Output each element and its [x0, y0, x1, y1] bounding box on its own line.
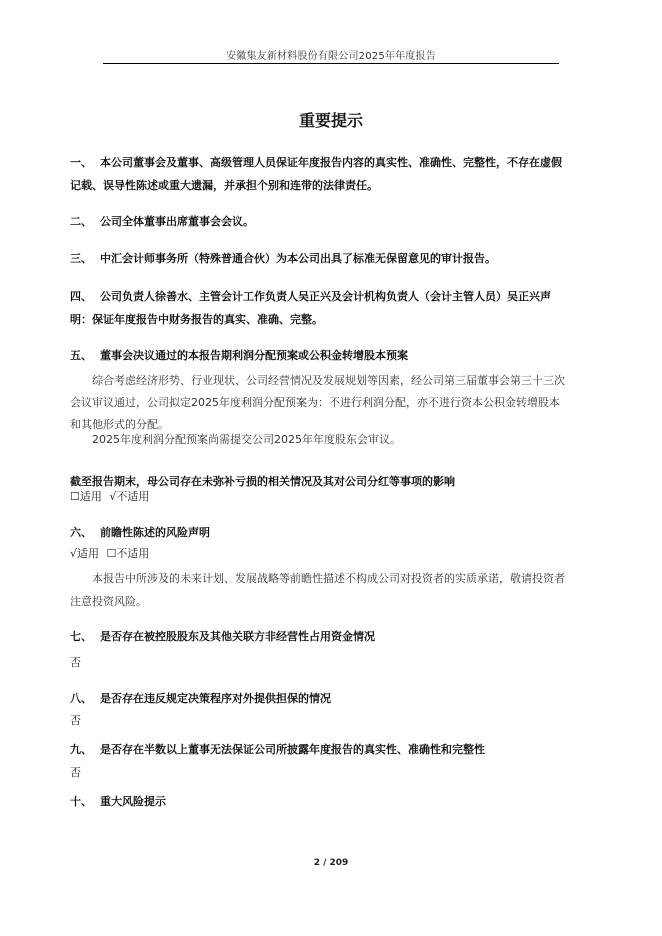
item-9-answer: 否 — [70, 766, 81, 779]
item-3-number: 三、 — [70, 252, 92, 265]
item-10 — [70, 790, 565, 813]
item-3-text: 中汇会计师事务所（特殊普通合伙）为本公司出具了标准无保留意见的审计报告。 — [100, 252, 496, 265]
item-6-option-applicable: √适用 — [70, 547, 100, 560]
item-9-number: 九、 — [70, 743, 92, 756]
item-8 — [70, 687, 565, 710]
item-8-number: 八、 — [70, 692, 92, 705]
item-5-number: 五、 — [70, 349, 92, 362]
item-5-text: 董事会决议通过的本报告期利润分配预案或公积金转增股本预案 — [100, 349, 408, 362]
running-header: 安徽集友新材料股份有限公司2025年年度报告 — [226, 51, 436, 62]
deficit-option-applicable: ☐适用 — [70, 490, 102, 503]
item-1-text: 本公司董事会及董事、高级管理人员保证年度报告内容的真实性、准确性、完整性，不存在虚假记载、误导性陈述或重大遗漏，并承担个别和连带的法律责任。 — [70, 156, 562, 192]
item-10-text: 重大风险提示 — [100, 795, 166, 808]
deficit-heading: 截至报告期末，母公司存在未弥补亏损的相关情况及其对公司分红等事项的影响 — [70, 475, 455, 488]
item-6-paragraph: 本报告中所涉及的未来计划、发展战略等前瞻性描述不构成公司对投资者的实质承诺，敬请投资者注意投资风险。 — [70, 572, 565, 608]
deficit-options — [70, 488, 565, 506]
item-9-text: 是否存在半数以上董事无法保证公司所披露年度报告的真实性、准确性和完整性 — [100, 743, 485, 756]
page-title: 重要提示 — [298, 111, 363, 130]
item-3 — [70, 247, 565, 270]
item-2-number: 二、 — [70, 215, 92, 228]
item-2-text: 公司全体董事出席董事会会议。 — [100, 215, 254, 228]
item-5-paragraph-2: 2025年度利润分配预案尚需提交公司2025年年度股东会审议。 — [92, 433, 401, 446]
item-9 — [70, 738, 565, 761]
item-6 — [70, 521, 565, 544]
item-8-answer: 否 — [70, 714, 81, 727]
item-2 — [70, 210, 565, 233]
item-6-options — [70, 545, 565, 563]
item-6-number: 六、 — [70, 526, 92, 539]
page-number: 2 / 209 — [313, 858, 349, 868]
item-7-answer: 否 — [70, 656, 81, 669]
item-7-number: 七、 — [70, 630, 92, 643]
item-8-text: 是否存在违反规定决策程序对外提供担保的情况 — [100, 692, 331, 705]
item-7 — [70, 625, 565, 648]
item-1-number: 一、 — [70, 156, 92, 169]
item-10-number: 十、 — [70, 795, 92, 808]
header-divider — [103, 63, 559, 64]
deficit-option-not-applicable: √不适用 — [109, 490, 150, 503]
item-5 — [70, 344, 565, 367]
item-6-text: 前瞻性陈述的风险声明 — [100, 526, 210, 539]
item-6-option-not-applicable: ☐不适用 — [106, 547, 150, 560]
item-1 — [70, 151, 565, 197]
item-4 — [70, 285, 565, 331]
item-5-paragraph-1: 综合考虑经济形势、行业现状、公司经营情况及发展规划等因素，经公司第三届董事会第三十三次会议审议通过，公司拟定2025年度利润分配预案为：不进行利润分配，亦不进行资本公积金转增股本和其他形式的分配。 — [70, 374, 565, 431]
item-4-text: 公司负责人徐善水、主管会计工作负责人吴正兴及会计机构负责人（会计主管人员）吴正兴声明：保证年度报告中财务报告的真实、准确、完整。 — [70, 290, 551, 326]
item-4-number: 四、 — [70, 290, 92, 303]
item-7-text: 是否存在被控股股东及其他关联方非经营性占用资金情况 — [100, 630, 375, 643]
